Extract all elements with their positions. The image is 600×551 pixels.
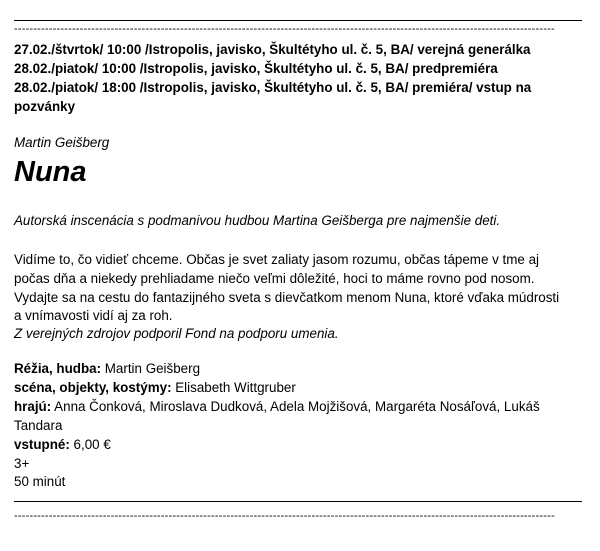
- ticket-label: vstupné:: [14, 437, 70, 452]
- description-line-4: a vnímavosti vidí aj za roh.: [14, 308, 173, 323]
- credit-cast-continued: Tandara: [14, 418, 63, 433]
- credit-ticket: [14, 435, 111, 454]
- ticket-value: 6,00 €: [69, 437, 111, 452]
- page-title: Nuna: [14, 156, 87, 188]
- scene-label: scéna, objekty, kostýmy:: [14, 380, 172, 395]
- description-line-1: Vidíme to, čo vidieť chceme. Občas je svet zaliaty jasom rozumu, občas tápeme v tme aj: [14, 252, 540, 267]
- credit-direction: [14, 359, 200, 378]
- schedule-line-4: pozvánky: [14, 99, 76, 114]
- bottom-solid-rule: [14, 501, 582, 502]
- cast-label: hrajú:: [14, 399, 52, 414]
- description-line-3: Vydajte sa na cestu do fantazijného sveta s dievčatkom menom Nuna, ktoré vďaka múdrosti: [14, 290, 560, 305]
- top-dashed-rule: --------------------------------------------------------------------------------------------------------------------------------------------: [14, 24, 555, 34]
- credit-scene: [14, 378, 296, 397]
- subtitle: Autorská inscenácia s podmanivou hudbou Martina Geišberga pre najmenšie deti.: [14, 213, 501, 228]
- schedule-line-2: 28.02./piatok/ 10:00 /Istropolis, javisko, Škultétyho ul. č. 5, BA/ predpremiéra: [14, 61, 498, 76]
- age-rating: 3+: [14, 456, 30, 471]
- credit-cast: [14, 397, 540, 416]
- direction-label: Réžia, hudba:: [14, 361, 102, 376]
- author-name: Martin Geišberg: [14, 135, 110, 150]
- scene-value: Elisabeth Wittgruber: [171, 380, 296, 395]
- cast-value: Anna Čonková, Miroslava Dudková, Adela Mojžišová, Margaréta Nosáľová, Lukáš: [51, 399, 540, 414]
- duration: 50 minút: [14, 474, 66, 489]
- top-solid-rule: [14, 20, 582, 21]
- schedule-line-1: 27.02./štvrtok/ 10:00 /Istropolis, javisko, Škultétyho ul. č. 5, BA/ verejná generálka: [14, 42, 531, 57]
- description-line-2: počas dňa a niekedy prehliadame niečo veľmi dôležité, hoci to máme rovno pod nosom.: [14, 271, 535, 286]
- schedule-line-3: 28.02./piatok/ 18:00 /Istropolis, javisko, Škultétyho ul. č. 5, BA/ premiéra/ vstup na: [14, 80, 532, 95]
- direction-value: Martin Geišberg: [101, 361, 201, 376]
- funding-note: Z verejných zdrojov podporil Fond na podporu umenia.: [14, 326, 339, 341]
- bottom-dashed-rule: --------------------------------------------------------------------------------------------------------------------------------------------: [14, 511, 555, 521]
